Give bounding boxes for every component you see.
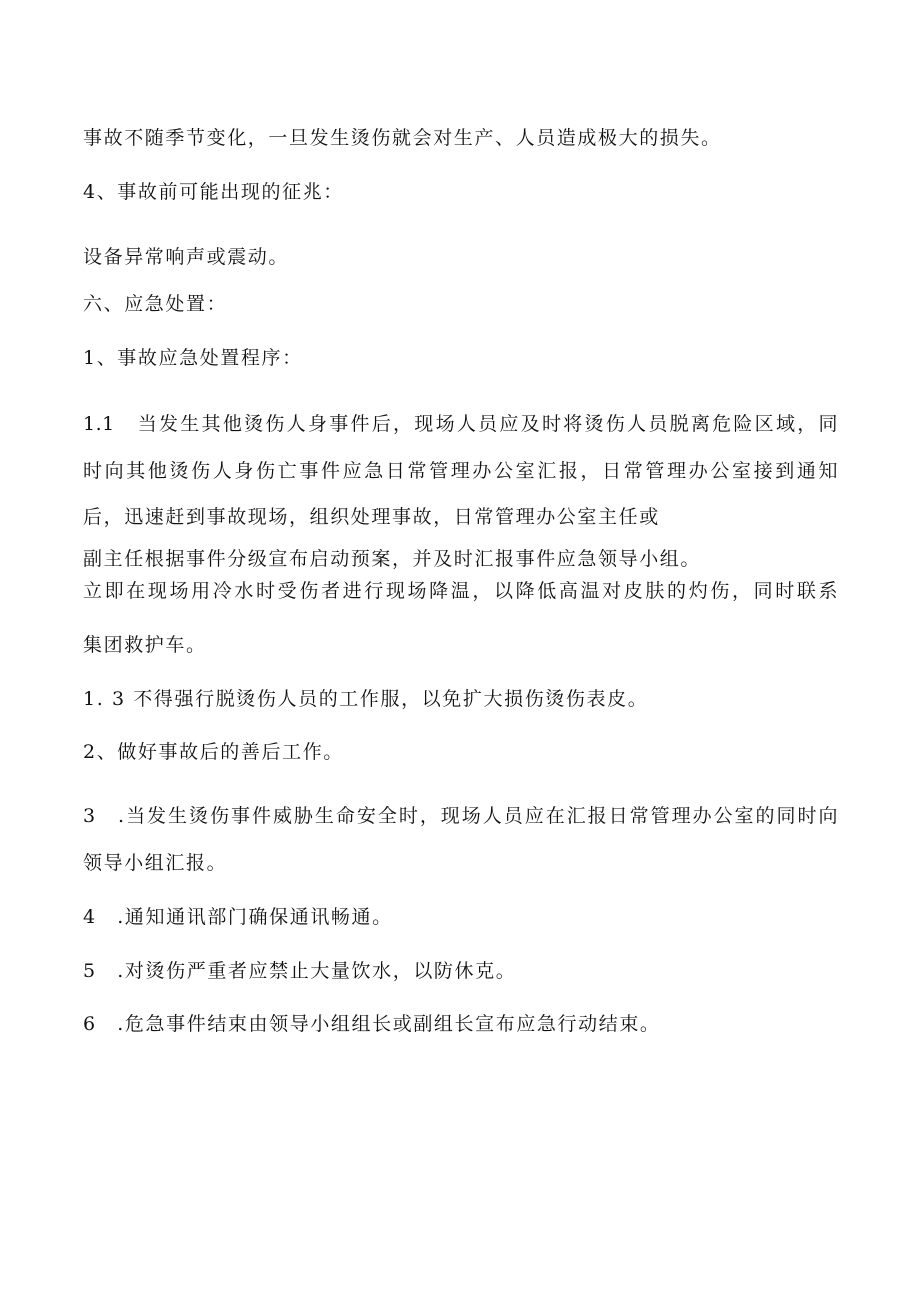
paragraph-line: 集团救护车。: [83, 634, 207, 656]
paragraph-line: 6 .危急事件结束由领导小组组长或副组长宣布应急行动结束。: [83, 1013, 661, 1035]
section-heading: 1、事故应急处置程序：: [83, 347, 303, 369]
paragraph-line: 后，迅速赶到事故现场，组织处理事故，日常管理办公室主任或: [83, 506, 660, 528]
paragraph-line: 4 .通知通讯部门确保通讯畅通。: [83, 906, 393, 928]
section-heading: 4、事故前可能出现的征兆：: [83, 181, 344, 203]
paragraph-line: 3 .当发生烫伤事件威胁生命安全时，现场人员应在汇报日常管理办公室的同时向: [83, 805, 838, 827]
paragraph-line: 立即在现场用冷水时受伤者进行现场降温，以降低高温对皮肤的灼伤，同时联系: [83, 580, 838, 602]
paragraph-line: 1. 3 不得强行脱烫伤人员的工作服，以免扩大损伤烫伤表皮。: [83, 688, 649, 710]
section-heading: 六、应急处置：: [83, 293, 228, 315]
paragraph-line: 5 .对烫伤严重者应禁止大量饮水，以防休克。: [83, 960, 517, 982]
paragraph-line: 2、做好事故后的善后工作。: [83, 741, 344, 763]
paragraph-line: 事故不随季节变化，一旦发生烫伤就会对生产、人员造成极大的损失。: [83, 127, 722, 149]
paragraph-line: 设备异常响声或震动。: [83, 246, 290, 268]
paragraph-line: 1.1 当发生其他烫伤人身事件后，现场人员应及时将烫伤人员脱离危险区域，同: [83, 413, 838, 435]
paragraph-line: 副主任根据事件分级宣布启动预案，并及时汇报事件应急领导小组。: [83, 548, 702, 570]
paragraph-line: 时向其他烫伤人身伤亡事件应急日常管理办公室汇报，日常管理办公室接到通知: [83, 460, 838, 482]
paragraph-line: 领导小组汇报。: [83, 852, 228, 874]
